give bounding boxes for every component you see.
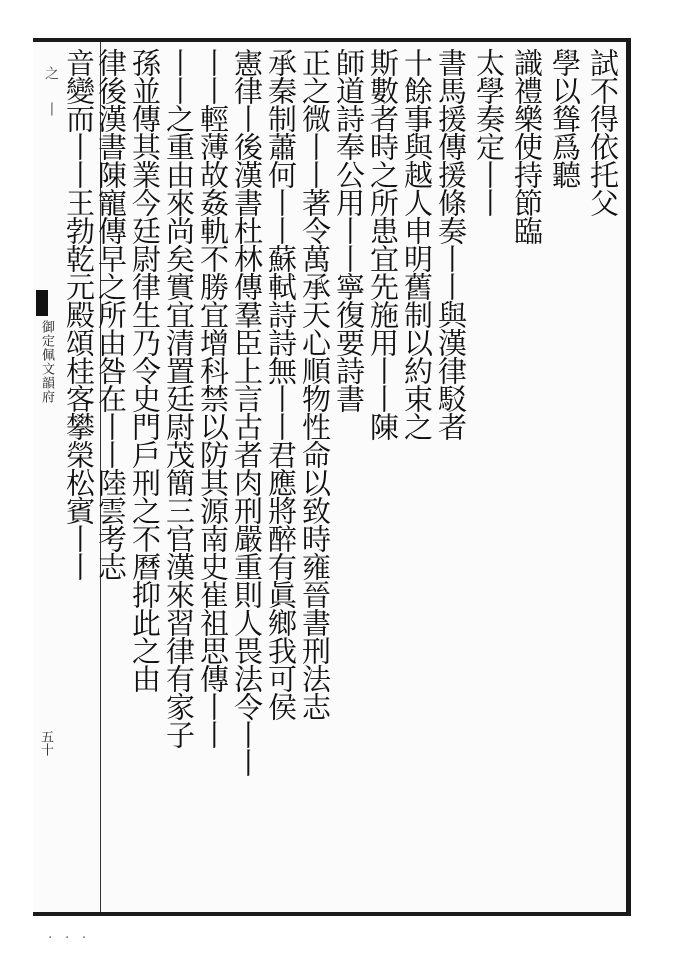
right-border [626, 38, 631, 916]
text-column: 正之微丨丨著令萬承天心順物性命以致時雍晉書刑法志 [298, 48, 332, 720]
text-column: 音變而丨丨王勃乾元殿頌桂客攀榮松賓丨丨 [62, 48, 96, 580]
text-column: 太學奏定丨丨 [472, 48, 506, 216]
text-column: 丨丨輕薄故姦軌不勝宜增科禁以防其源南史崔祖思傳丨丨 [196, 48, 230, 748]
text-column: 學以聳爲聽 [548, 48, 582, 188]
top-border [33, 38, 631, 42]
text-column: 師道詩奉公用丨丨寧復要詩書 [332, 48, 366, 412]
bottom-marks: · · · [48, 930, 91, 946]
text-column: 識禮樂使持節臨 [510, 48, 544, 244]
fishtail-block [36, 290, 48, 316]
text-column: 承秦制蕭何丨丨蘇軾詩詩無丨丨君應將醉有眞鄉我可侯 [264, 48, 298, 720]
margin-mark: 之 [43, 66, 59, 80]
text-column: 斯數者時之所患宜先施用丨丨陳 [366, 48, 400, 440]
text-column: 試不得依托父 [586, 48, 620, 216]
folio-number: 五十 [38, 730, 53, 756]
text-column: 書馬援傳援條奏丨丨與漢律駁者 [434, 48, 468, 440]
text-column: 十餘事與越人申明舊制以約束之 [400, 48, 434, 440]
bottom-border [33, 912, 631, 916]
text-column: 律後漢書陳寵傳早之所由咎在丨丨陸雲考志 [94, 48, 128, 580]
text-column: 憲律丨後漢書杜林傳羣臣上言古者肉刑嚴重則人畏法令丨丨 [230, 48, 264, 776]
text-column: 丨丨之重由來尚矣實宜清置廷尉茂簡三官漢來習律有家子 [162, 48, 196, 748]
text-column: 孫並傳其業今廷尉律生乃令史門戶刑之不曆抑此之由 [128, 48, 162, 692]
margin-label: 御定佩文韻府 [39, 320, 54, 404]
margin-mark: 丨 [43, 102, 59, 116]
